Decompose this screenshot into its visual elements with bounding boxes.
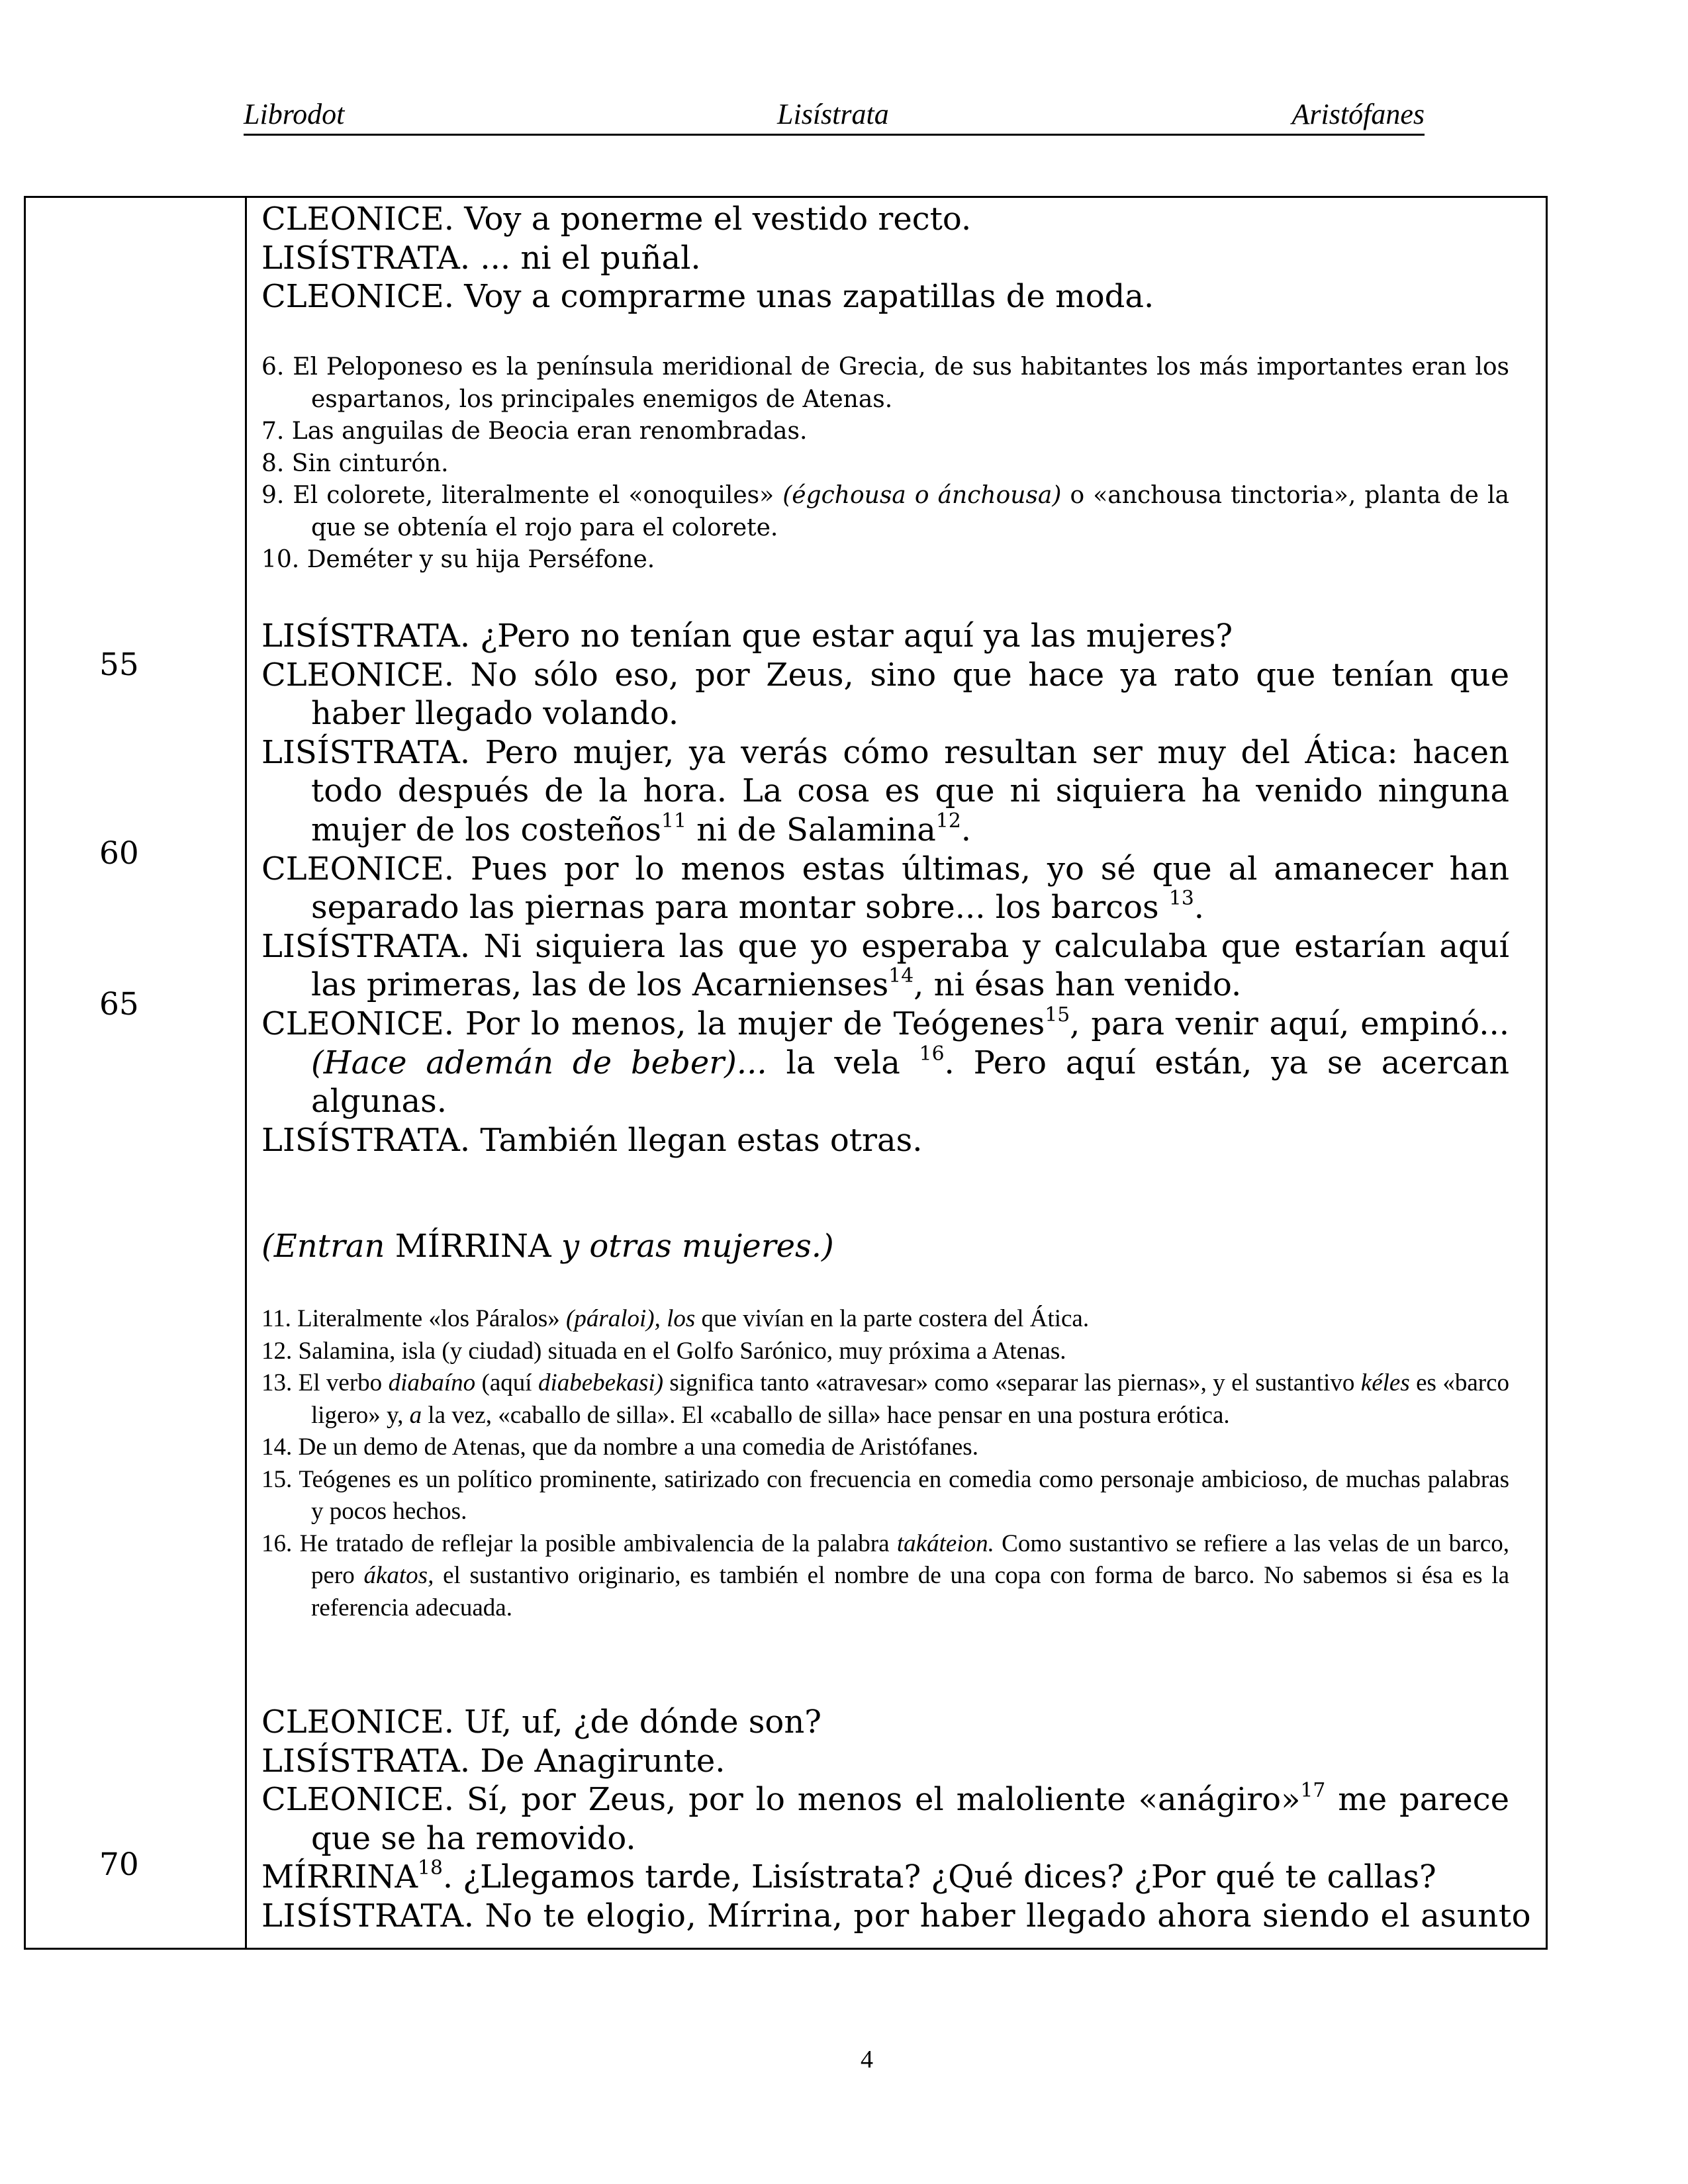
dialogue-line: LISÍSTRATA. Ni siquiera las que yo esperaba y calculaba que estarían aquí las primeras, las de los Acarnienses$^{14}$, ni ésas han venido. xyxy=(261,927,1509,1004)
footnotes-block-1 xyxy=(261,351,1509,576)
dialogue-block-1 xyxy=(261,200,1509,316)
stage-direction: (Entran MÍRRINA y otras mujeres.) xyxy=(261,1228,834,1265)
dialogue-line: LISÍSTRATA. No te elogio, Mírrina, por haber llegado ahora siendo el asunto xyxy=(261,1897,1532,1934)
header-title: Lisístrata xyxy=(777,98,889,130)
dialogue-line: LISÍSTRATA. También llegan estas otras. xyxy=(261,1121,923,1159)
footnote-7: 7. Las anguilas de Beocia eran renombradas. xyxy=(261,418,808,445)
dialogue-line: LISÍSTRATA. Pero mujer, ya verás cómo resultan ser muy del Ática: hacen todo después de la hora. La cosa es que ni siquiera ha venido ninguna mujer de los costeños$^{11}$ ni de Salamina$^{12}$. xyxy=(261,733,1509,848)
dialogue-line: CLEONICE. Sí, por Zeus, por lo menos el maloliente «anágiro»$^{17}$ me parece que se ha removido. xyxy=(261,1779,1509,1857)
dialogue-line: CLEONICE. Voy a comprarme unas zapatillas de moda. xyxy=(261,278,1154,316)
footnote-10: 10. Deméter y su hija Perséfone. xyxy=(261,546,655,573)
dialogue-line: CLEONICE. Por lo menos, la mujer de Teógenes$^{15}$, para venir aquí, empinó... (Hace ademán de beber)... la vela $^{16}$. Pero aquí están, ya se acercan algunas. xyxy=(261,1003,1510,1120)
line-number-divider xyxy=(245,196,247,1950)
page-header xyxy=(244,98,1425,136)
footnote-14: 14. De un demo de Atenas, que da nombre a una comedia de Aristófanes. xyxy=(261,1433,978,1461)
footnote-8: 8. Sin cinturón. xyxy=(261,449,449,477)
line-number: 60 xyxy=(99,835,139,872)
dialogue-line: CLEONICE. Voy a ponerme el vestido recto. xyxy=(261,201,972,238)
dialogue-line: CLEONICE. Uf, uf, ¿de dónde son? xyxy=(261,1704,821,1741)
footnotes-block-2 xyxy=(261,1303,1509,1624)
footnote-12: 12. Salamina, isla (y ciudad) situada en el Golfo Sarónico, muy próxima a Atenas. xyxy=(261,1337,1066,1365)
line-number: 65 xyxy=(99,986,139,1023)
footnote-15: 15. Teógenes es un político prominente, satirizado con frecuencia en comedia como personaje ambicioso, de muchas palabras y pocos hechos. xyxy=(261,1465,1509,1525)
dialogue-line: MÍRRINA$^{18}$. ¿Llegamos tarde, Lisístrata? ¿Qué dices? ¿Por qué te callas? xyxy=(261,1856,1436,1896)
dialogue-line: LISÍSTRATA. De Anagirunte. xyxy=(261,1742,726,1780)
page-number: 4 xyxy=(861,2046,873,2073)
footnote-6: 6. El Peloponeso es la península meridional de Grecia, de sus habitantes los más importantes eran los espartanos, los principales enemigos de Atenas. xyxy=(261,353,1509,413)
footnote-11: 11. Literalmente «los Páralos» (páraloi), los que vivían en la parte costera del Ática. xyxy=(261,1305,1090,1332)
header-source: Librodot xyxy=(244,98,345,130)
dialogue-line: CLEONICE. No sólo eso, por Zeus, sino que hace ya rato que tenían que haber llegado volando. xyxy=(261,656,1509,733)
line-number: 70 xyxy=(99,1846,139,1883)
dialogue-line: LISÍSTRATA. ¿Pero no tenían que estar aquí ya las mujeres? xyxy=(261,617,1233,655)
header-author: Aristófanes xyxy=(1291,98,1425,130)
dialogue-line: CLEONICE. Pues por lo menos estas últimas, yo sé que al amanecer han separado las piernas para montar sobre... los barcos $^{13}$. xyxy=(261,850,1509,927)
line-number: 55 xyxy=(99,647,139,683)
dialogue-line: LISÍSTRATA. ... ni el puñal. xyxy=(261,239,701,277)
dialogue-block-2 xyxy=(261,617,1509,1160)
footnote-13: 13. El verbo diabaíno (aquí diabebekasi) significa tanto «atravesar» como «separar las piernas», y el sustantivo kéles es «barco ligero» y, a la vez, «caballo de silla». El «caballo de silla» hace pensar en una postura erótica. xyxy=(261,1369,1510,1429)
footnote-9: 9. El colorete, literalmente el «onoquiles» (égchousa o ánchousa) o «anchousa tinctoria», planta de la que se obtenía el rojo para el colorete. xyxy=(261,482,1510,541)
dialogue-block-3 xyxy=(261,1703,1532,1936)
footnote-16: 16. He tratado de reflejar la posible ambivalencia de la palabra takáteion. Como sustantivo se refiere a las velas de un barco, pero ákatos, el sustantivo originario, es también el nombre de una copa con forma de barco. No sabemos si ésa es la referencia adecuada. xyxy=(261,1529,1510,1621)
